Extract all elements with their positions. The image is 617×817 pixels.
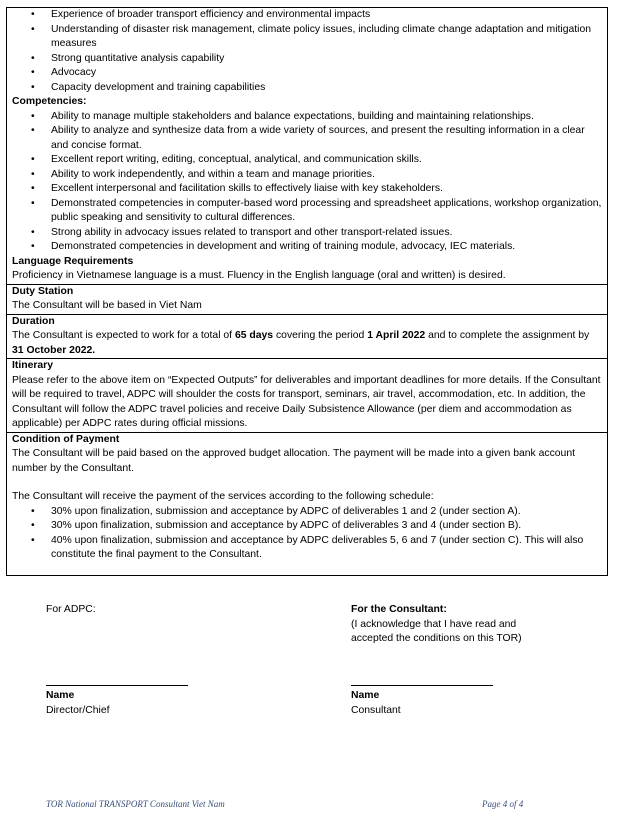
consultant-signature-block: [351, 603, 522, 647]
duration-end-date: 31 October 2022.: [12, 344, 96, 356]
list-item: • Excellent interpersonal and facilitation skills to effectively liaise with key stakeholders.: [12, 182, 603, 197]
duration-text-part: covering the period: [273, 330, 368, 341]
duty-station-heading: Duty Station: [12, 285, 74, 297]
list-item: • Experience of broader transport efficiency and environmental impacts: [12, 8, 603, 23]
spacer: [12, 476, 603, 490]
signatory-title: Consultant: [351, 704, 401, 716]
signature-line-left: [46, 685, 188, 686]
duty-station-text: The Consultant will be based in Viet Nam: [12, 300, 202, 311]
duration-section: [7, 314, 607, 359]
duration-text-part: The Consultant is expected to work for a total of: [12, 330, 235, 341]
list-item: • Ability to analyze and synthesize data from a wide variety of sources, and present the resulting information in a clear and concise format.: [12, 124, 603, 153]
duration-days: 65 days: [234, 330, 274, 341]
list-item: • Ability to work independently, and within a team and manage priorities.: [12, 168, 603, 183]
list-item: • Strong ability in advocacy issues related to transport and other transport-related issues.: [12, 226, 603, 241]
payment-heading: Condition of Payment: [12, 433, 120, 445]
payment-section: [7, 432, 607, 575]
list-item: • Demonstrated competencies in computer-based word processing and spreadsheet applications, workshop organization, public speaking and sensitivity to cultural differences.: [12, 197, 603, 226]
list-item: • Understanding of disaster risk management, climate policy issues, including climate change adaptation and mitigation measures: [12, 23, 603, 52]
tor-table: [6, 7, 608, 576]
competencies-heading: Competencies:: [12, 96, 87, 107]
language-heading: Language Requirements: [12, 255, 134, 267]
list-item: • Advocacy: [12, 66, 603, 81]
consultant-note-line-2: accepted the conditions on this TOR): [351, 633, 522, 644]
itinerary-heading: Itinerary: [12, 360, 54, 371]
payment-para-2: The Consultant will receive the payment of the services according to the following schedule:: [12, 491, 434, 502]
duration-start-date: 1 April 2022: [367, 330, 426, 341]
duty-station-section: [7, 284, 607, 314]
list-item: • Capacity development and training capabilities: [12, 81, 603, 96]
adpc-signatory: [46, 689, 110, 718]
consultant-signatory: [351, 689, 401, 718]
list-item: • 30% upon finalization, submission and acceptance by ADPC of deliverables 1 and 2 (under section A).: [12, 505, 603, 520]
signature-line-right: [351, 685, 493, 686]
name-label: Name: [46, 690, 75, 701]
list-item: • Strong quantitative analysis capability: [12, 52, 603, 67]
list-item: • Demonstrated competencies in development and writing of training module, advocacy, IEC materials.: [12, 240, 603, 255]
itinerary-text: Please refer to the above item on “Expected Outputs” for deliverables and important deadlines for more details. If the Consultant will be required to travel, ADPC will shoulder the costs for transport, seminars, air travel, accommodation, etc. In addition, the Consultant will follow the ADPC travel policies and receive Daily Subsistence Allowance (per diem and accommodation as applicable) per ADPC rates during official missions.: [12, 374, 601, 429]
list-item: • 30% upon finalization, submission and acceptance by ADPC of deliverables 3 and 4 (under section B).: [12, 519, 603, 534]
duration-heading: Duration: [12, 315, 55, 327]
footer-page-number: Page 4 of 4: [482, 799, 524, 809]
payment-schedule-list: [12, 505, 603, 563]
footer-document-title: TOR National TRANSPORT Consultant Viet Nam: [46, 799, 225, 809]
consultant-note-line-1: (I acknowledge that I have read and: [351, 618, 517, 630]
duration-text: [12, 329, 603, 358]
payment-para-1: The Consultant will be paid based on the approved budget allocation. The payment will be made into a given bank account number by the Consultant.: [12, 448, 576, 474]
for-consultant-label: For the Consultant:: [351, 604, 447, 615]
experience-list: [12, 8, 603, 95]
signatory-title: Director/Chief: [46, 704, 110, 716]
itinerary-section: [7, 358, 607, 432]
list-item: • Excellent report writing, editing, conceptual, analytical, and communication skills.: [12, 153, 603, 168]
language-text: Proficiency in Vietnamese language is a must. Fluency in the English language (oral and written) is desired.: [12, 270, 506, 281]
experience-section: [7, 8, 607, 284]
for-adpc-label: For ADPC:: [46, 604, 96, 615]
duration-text-part: and to complete the assignment by: [425, 330, 590, 341]
list-item: • Ability to manage multiple stakeholders and balance expectations, building and maintaining relationships.: [12, 110, 603, 125]
list-item: • 40% upon finalization, submission and acceptance by ADPC deliverables 5, 6 and 7 (under section C). This will also constitute the final payment to the Consultant.: [12, 534, 603, 563]
name-label: Name: [351, 690, 380, 701]
competencies-list: [12, 110, 603, 255]
